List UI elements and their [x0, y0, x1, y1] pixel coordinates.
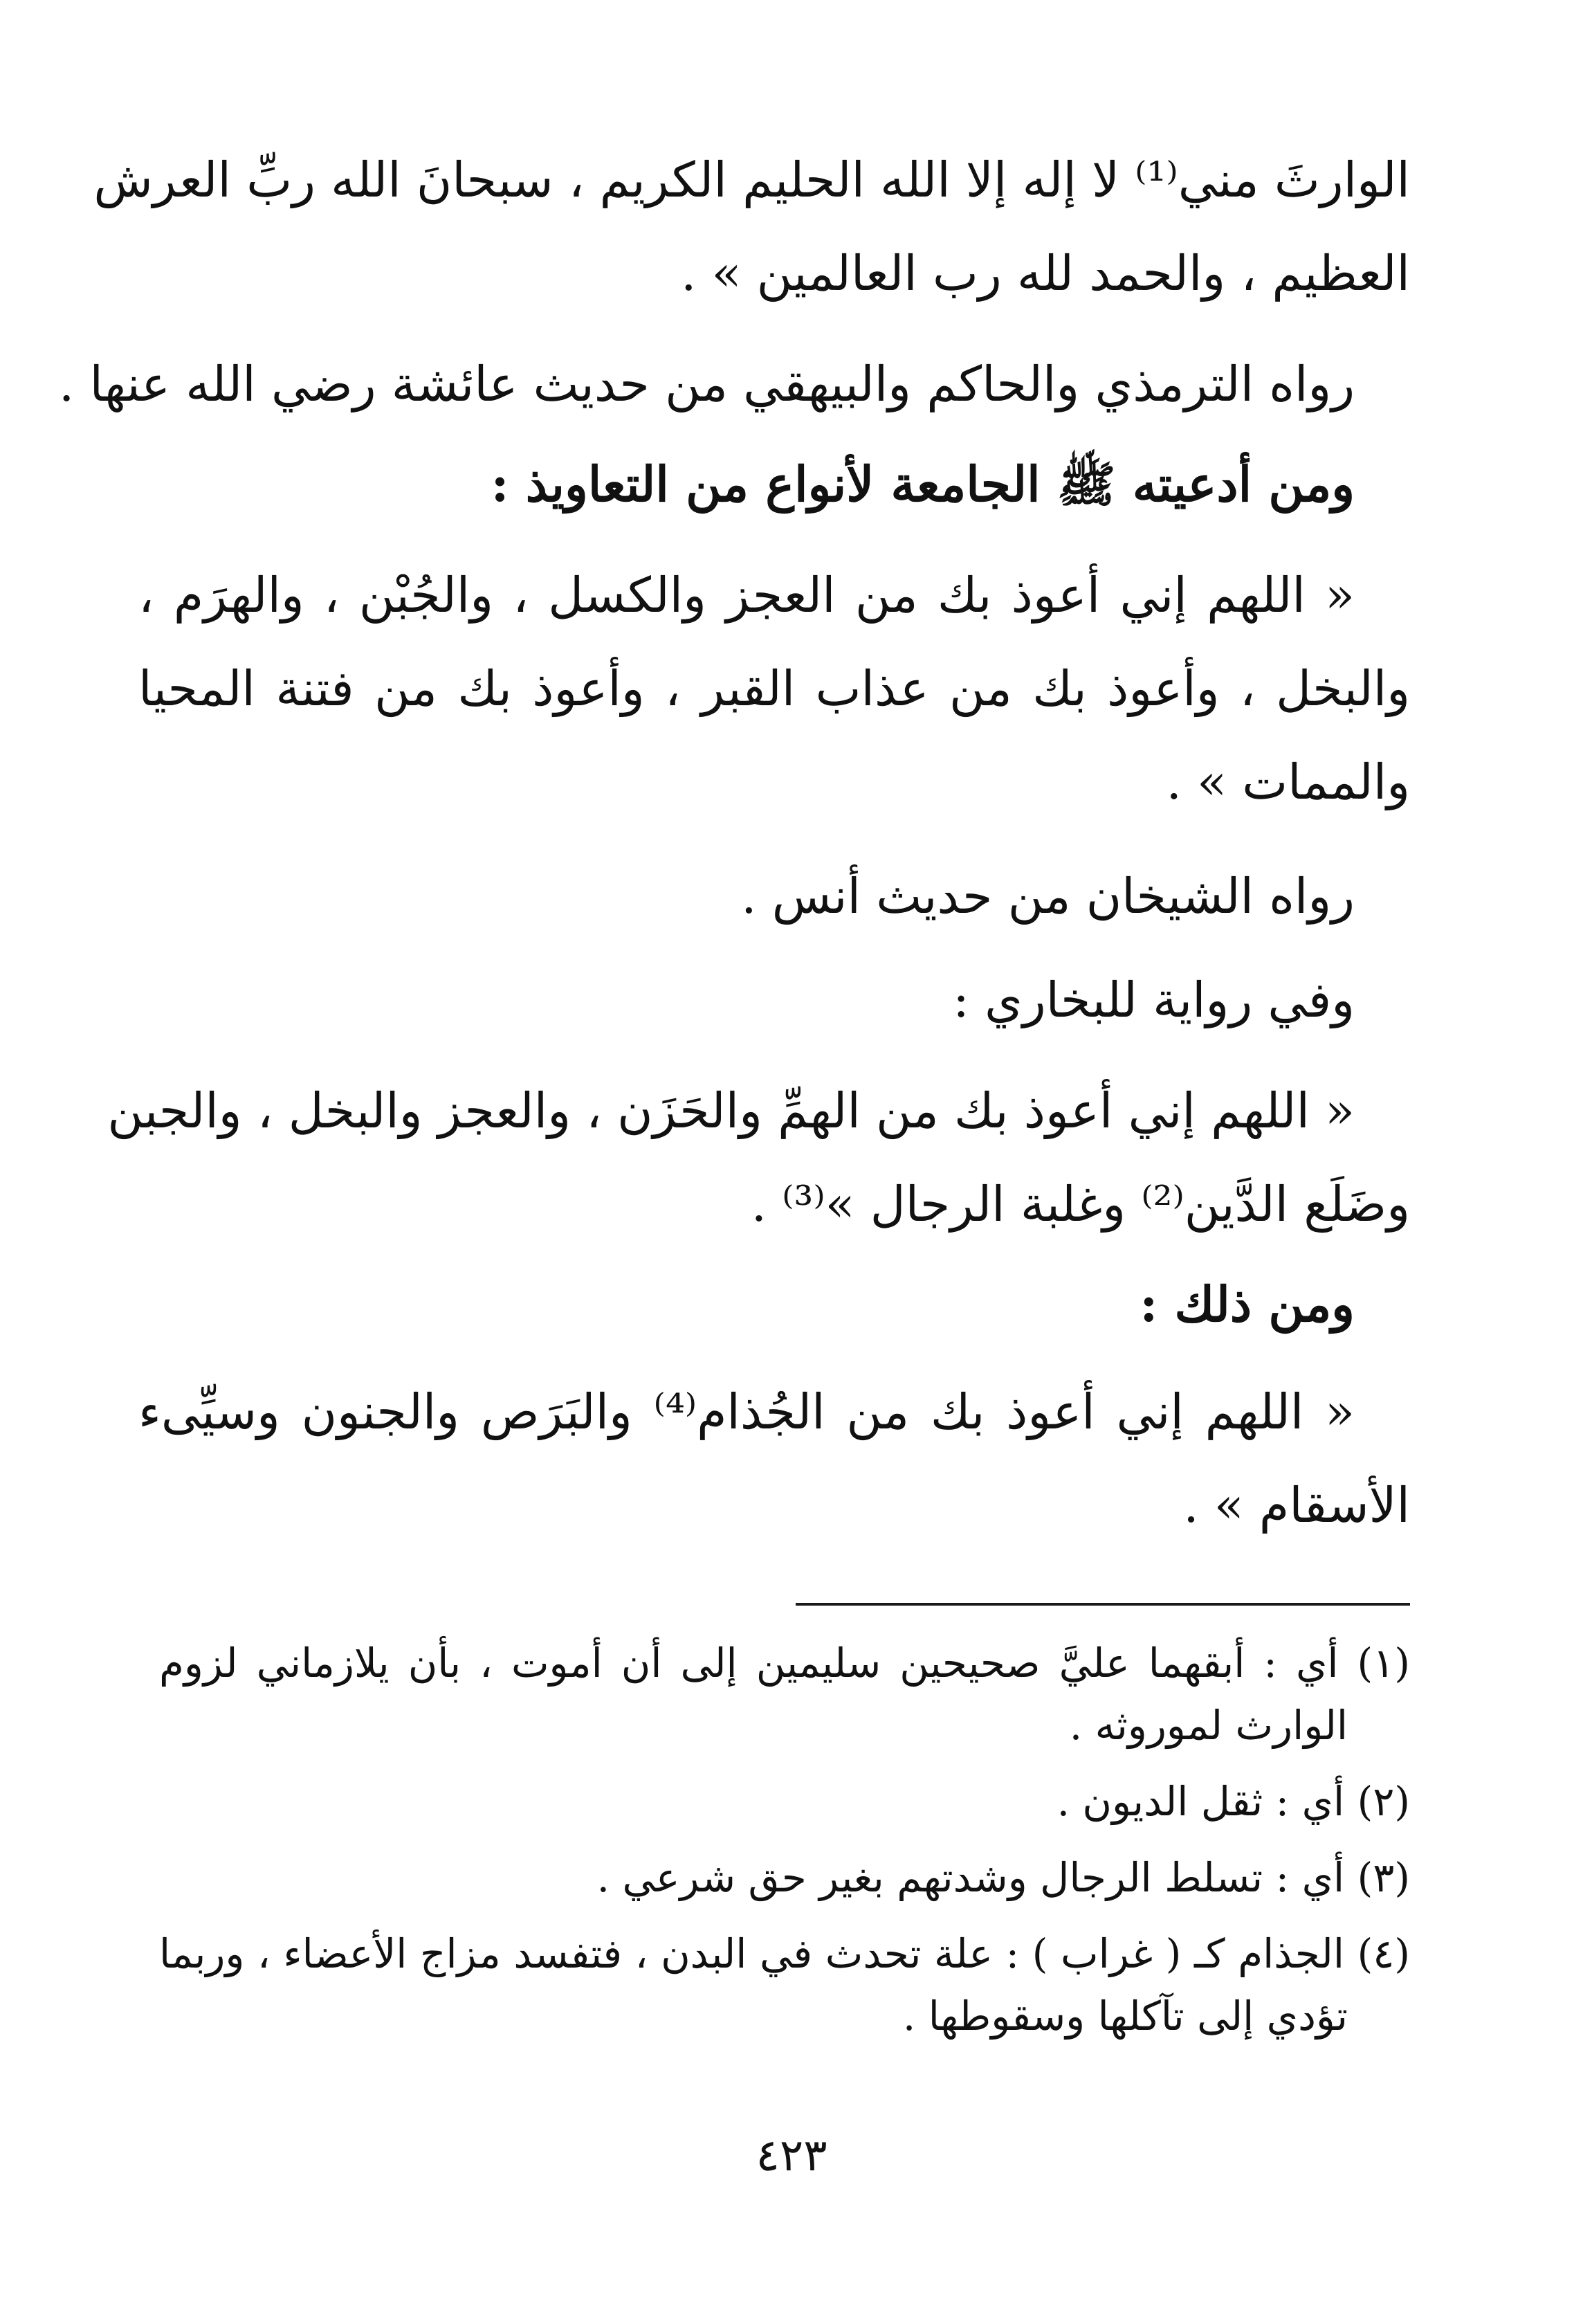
footnote-1-continued: الوارث لموروثه . — [1069, 1702, 1348, 1749]
footnote-3: (٣) أي : تسلط الرجال وشدتهم بغير حق شرعي . — [596, 1854, 1410, 1901]
body-line-13: « اللهم إني أعوذ بك من الجُذام⁽⁴⁾ والبَرَص والجنون وسيِّىء — [138, 1383, 1355, 1440]
footnote-4: (٤) الجذام كـ ( غراب ) : علة تحدث في البدن ، فتفسد مزاج الأعضاء ، وربما — [159, 1930, 1410, 1977]
hadith-source-2: رواه الشيخان من حديث أنس . — [741, 868, 1355, 925]
body-line-11: وضَلَع الدَّين⁽²⁾ وغلبة الرجال »⁽³⁾ . — [751, 1176, 1410, 1233]
body-line-6: والبخل ، وأعوذ بك من عذاب القبر ، وأعوذ بك من فتنة المحيا — [138, 660, 1410, 717]
section-heading-2: وفي رواية للبخاري : — [953, 972, 1355, 1028]
hadith-source-1: رواه الترمذي والحاكم والبيهقي من حديث عائشة رضي الله عنها . — [58, 356, 1355, 412]
footnote-4-continued: تؤدي إلى تآكلها وسقوطها . — [902, 1992, 1348, 2040]
body-line-10: « اللهم إني أعوذ بك من الهمِّ والحَزَن ، والعجز والبخل ، والجبن — [107, 1082, 1355, 1139]
footnote-1: (١) أي : أبقهما عليَّ صحيحين سليمين إلى أن أموت ، بأن يلازماني لزوم — [159, 1640, 1410, 1687]
section-heading-1: ومن أدعيته ﷺ الجامعة لأنواع من التعاويذ : — [491, 455, 1355, 513]
body-line-2: العظيم ، والحمد لله رب العالمين » . — [681, 245, 1410, 302]
footnote-separator — [796, 1603, 1410, 1606]
body-line-5: « اللهم إني أعوذ بك من العجز والكسل ، والجُبْن ، والهرَم ، — [138, 567, 1355, 624]
page-number: ٤٢٣ — [756, 2130, 827, 2181]
body-line-7: والممات » . — [1166, 754, 1410, 810]
body-line-14: الأسقام » . — [1183, 1477, 1410, 1534]
body-line-1: الوارثَ مني⁽¹⁾ لا إله إلا الله الحليم الكريم ، سبحانَ الله ربِّ العرش — [93, 152, 1410, 208]
footnote-2: (٢) أي : ثقل الديون . — [1056, 1778, 1410, 1825]
section-heading-3: ومن ذلك : — [1140, 1276, 1355, 1333]
